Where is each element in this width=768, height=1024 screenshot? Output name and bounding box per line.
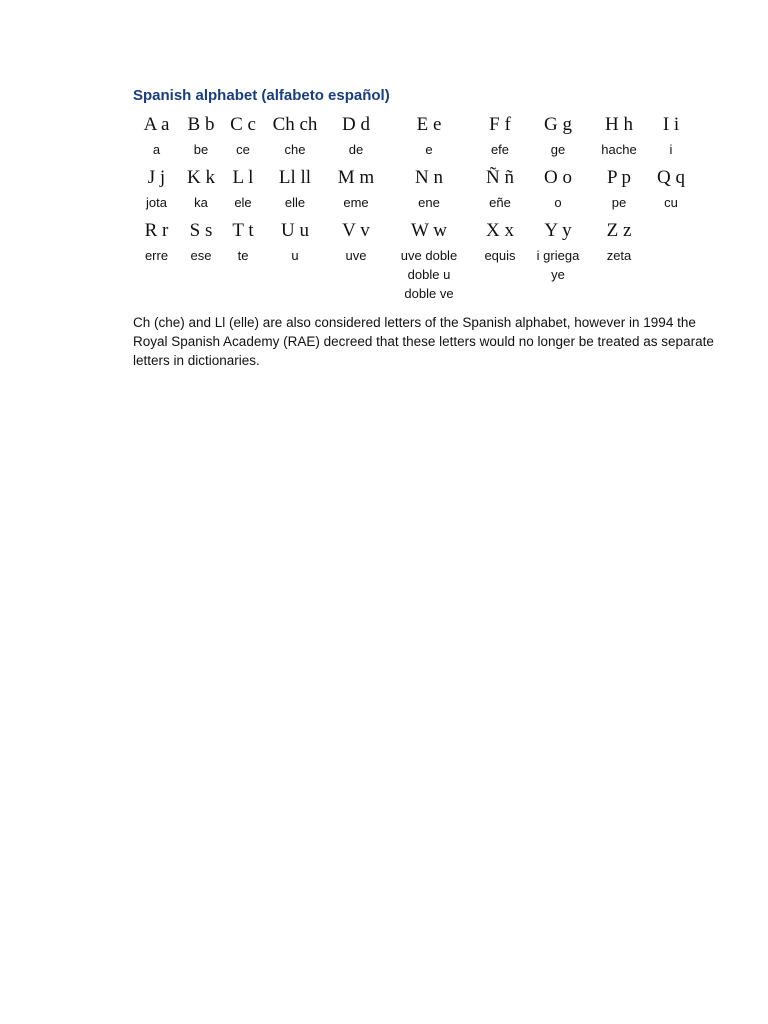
alphabet-table-body	[133, 110, 692, 307]
letter-cell: E e	[416, 114, 442, 135]
name-cell: elle	[284, 195, 306, 210]
letter-cell: V v	[342, 220, 370, 241]
name-cell: eme	[343, 195, 369, 210]
letter-row	[133, 216, 692, 246]
name-cell: de	[348, 142, 364, 157]
name-cell: ene	[418, 195, 440, 210]
letter-cell: I i	[662, 114, 680, 135]
name-cell: equis	[484, 248, 516, 263]
name-row	[133, 246, 692, 307]
name-cell: a	[152, 142, 161, 157]
alphabet-table	[133, 110, 692, 307]
name-cell: hache	[601, 142, 637, 157]
letter-row	[133, 163, 692, 193]
name-cell: eñe	[489, 195, 511, 210]
name-cell: pe	[611, 195, 627, 210]
name-cell: te	[237, 248, 249, 263]
letter-cell: L l	[232, 167, 254, 188]
letter-cell: T t	[232, 220, 254, 241]
letter-cell: Ll ll	[278, 167, 312, 188]
letter-cell: K k	[187, 167, 215, 188]
letter-cell: S s	[189, 220, 213, 241]
name-cell: ce	[236, 142, 250, 157]
letter-cell: D d	[342, 114, 370, 135]
letter-cell: G g	[544, 114, 572, 135]
letter-cell: Q q	[657, 167, 685, 188]
letter-cell: Ñ ñ	[486, 167, 514, 188]
name-cell: uve	[345, 248, 367, 263]
letter-cell: B b	[187, 114, 215, 135]
letter-cell: U u	[281, 220, 309, 241]
name-cell: e	[425, 142, 433, 157]
name-cell: i griega ye	[536, 248, 580, 282]
name-cell: uve doble doble u doble ve	[400, 248, 458, 301]
letter-cell: J j	[147, 167, 166, 188]
name-cell: efe	[490, 142, 510, 157]
name-cell: che	[284, 142, 306, 157]
letter-cell: N n	[415, 167, 443, 188]
name-cell: ka	[194, 195, 208, 210]
name-cell: cu	[664, 195, 678, 210]
letter-cell: P p	[606, 167, 632, 188]
name-cell: i	[669, 142, 673, 157]
name-cell	[650, 246, 692, 307]
letter-cell: C c	[230, 114, 256, 135]
name-cell: u	[291, 248, 299, 263]
letter-cell: W w	[410, 220, 448, 241]
letter-cell: O o	[544, 167, 572, 188]
page-title: Spanish alphabet (alfabeto español)	[133, 87, 390, 104]
letter-cell: Z z	[606, 220, 632, 241]
footnote-paragraph: Ch (che) and Ll (elle) are also considered letters of the Spanish alphabet, however in 1994 the Royal Spanish Academy (RAE) decreed that these letters would no longer be treated as separate letters in dictionaries.	[133, 315, 714, 368]
name-cell: ese	[190, 248, 212, 263]
letter-cell	[650, 216, 692, 246]
name-cell: zeta	[606, 248, 632, 263]
letter-cell: M m	[337, 167, 375, 188]
letter-cell: A a	[143, 114, 170, 135]
letter-cell: H h	[605, 114, 633, 135]
letter-row	[133, 110, 692, 140]
name-cell: ge	[550, 142, 566, 157]
name-cell: erre	[144, 248, 169, 263]
document-body	[133, 84, 723, 370]
name-cell: ele	[234, 195, 252, 210]
name-cell: jota	[146, 195, 167, 210]
name-row	[133, 140, 692, 163]
letter-cell: F f	[489, 114, 511, 135]
letter-cell: Ch ch	[272, 114, 318, 135]
name-cell: be	[193, 142, 209, 157]
letter-cell: Y y	[544, 220, 572, 241]
name-row	[133, 193, 692, 216]
letter-cell: X x	[486, 220, 514, 241]
name-cell: o	[554, 195, 562, 210]
letter-cell: R r	[144, 220, 169, 241]
